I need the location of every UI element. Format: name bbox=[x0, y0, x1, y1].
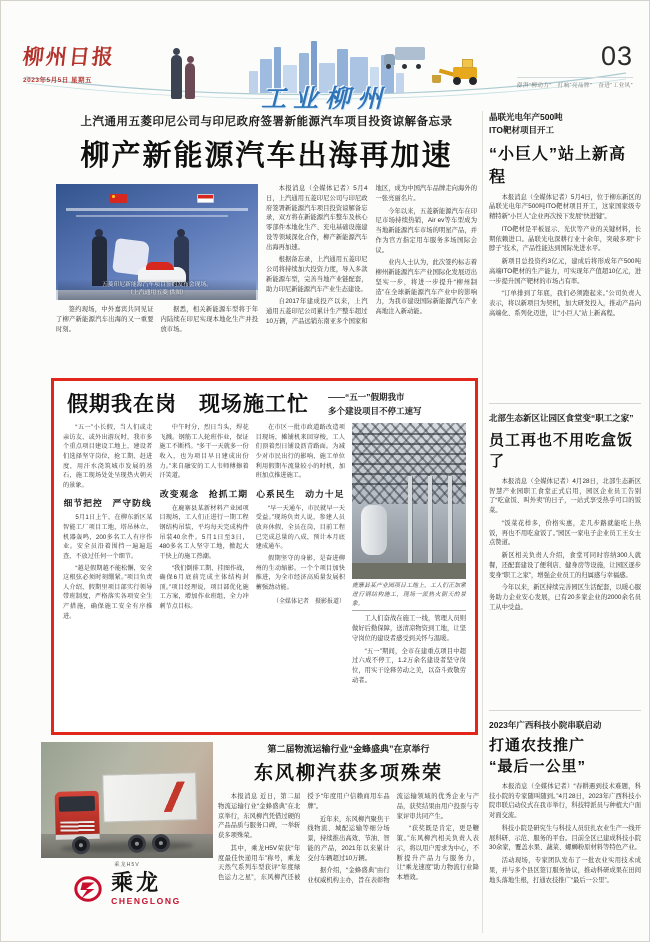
paragraph: “早一天通车，市民就早一天受益。”现场负责人说，参建人员放弃休假、全员在岗，目前工程已完成总量的八成，预计本月底建成通车。 bbox=[255, 504, 345, 551]
paragraph: 心系民生 动力十足 bbox=[256, 488, 345, 499]
red-truck bbox=[54, 770, 198, 846]
photo-caption: 五菱印尼新能源汽车项目签约发布会现场。 （上汽通用五菱 供图） bbox=[58, 279, 256, 300]
main-kicker: 上汽通用五菱印尼公司与印尼政府签署新能源汽车项目投资谅解备忘录 bbox=[80, 116, 453, 128]
truck-photo bbox=[41, 742, 213, 858]
paragraph: “五一”小长假，当人们或走亲访友、或外出游玩时，我市多个重点项目建设工地上，建设者们选择坚守岗位，抢工期、赶进度，用汗水浇筑城市发展的基石，施工现场处处呈现热火朝天的景象。 bbox=[63, 424, 153, 489]
paragraph: 自2017年建成投产以来，上汽通用五菱印尼公司累计生产整车超过10万辆，产品远销东南亚多个国家和地区，成为中国汽车品牌走向海外的一张亮丽名片。 bbox=[266, 185, 477, 325]
newspaper-title: 柳州日报 bbox=[21, 44, 117, 69]
headline: 员工再也不用吃盒饭了 bbox=[489, 431, 634, 470]
article-canteen bbox=[489, 412, 641, 702]
paragraph: “五一”期间，全市在建重点项目中超过六成不停工，1.2万余名建设者坚守岗位，用实干诠释劳动之美，以奋斗致敬劳动者。 bbox=[351, 647, 466, 684]
dragon-emblem-icon bbox=[73, 874, 103, 904]
indonesia-flag-icon bbox=[197, 194, 214, 203]
brand-name-cn: 乘龙 bbox=[111, 870, 162, 895]
paragraph: 据介绍，“金蜂盛典”由行业权威机构主办，旨在表彰物流运输领域的优秀企业与产品，获奖结果由用户投票与专家评审共同产生。 bbox=[307, 793, 479, 884]
truck-icon bbox=[383, 47, 425, 69]
headline: “小巨人”站上新高程 bbox=[489, 145, 627, 186]
section-banner-title: 工业柳州 bbox=[260, 85, 389, 113]
kicker: 第二届物流运输行业“金蜂盛典”在京举行 bbox=[267, 744, 430, 754]
paragraph: 活动现场，专家团队发布了一批农业实用技术成果，并与多个县区签订服务协议，推动科研成果在田间地头落地生根，打通农技推广“最后一公里”。 bbox=[489, 857, 641, 884]
storage-tank bbox=[361, 505, 387, 555]
paragraph: 根据备忘录，上汽通用五菱印尼公司将持续加大投资力度，导入多款新能源车型，完善当地产业链配套，助力印尼新能源汽车产业生态建设。 bbox=[266, 256, 368, 293]
feature-headline: 假期我在岗 现场施工忙 bbox=[67, 393, 309, 416]
feature-photo-caption: 鹿寨县某产业园项目工地上，工人们正加紧进行钢结构施工，现场一派热火朝天的景象。 bbox=[351, 583, 466, 607]
feature-column-4-text bbox=[352, 614, 466, 685]
headline: 东风柳汽获多项殊荣 bbox=[253, 763, 443, 784]
paragraph: 其中，乘龙H5V荣获“年度最佳快递用车”称号，乘龙天然气系列车型获评“年度绿色运力之星”，东风柳汽还被授予“年度用户信赖商用车品牌”。 bbox=[218, 793, 390, 881]
headline-line1: 打通农技推广 bbox=[489, 736, 586, 754]
signing-ceremony-photo bbox=[56, 184, 258, 300]
main-headline: 柳产新能源汽车出海再加速 bbox=[80, 140, 453, 172]
construction-site-photo bbox=[352, 423, 466, 579]
article-main bbox=[56, 113, 477, 362]
article-holiday-feature bbox=[51, 378, 478, 735]
article-divider bbox=[489, 710, 641, 711]
brand-logo bbox=[41, 872, 213, 906]
paragraph: 科技小院是研究生与科技人员驻扎农业生产一线开展科研、示范、服务的平台。目前全区已建成科技小院30余家，覆盖水果、蔬菜、螺蛳粉原材料等特色产业。 bbox=[489, 824, 641, 852]
feature-column-2 bbox=[159, 423, 248, 711]
paragraph: 新区相关负责人介绍，食堂可同时容纳300人就餐，还配套建设了便利店、健身房等设施，让园区逐步变身“职工之家”，增强企业员工的归属感与幸福感。 bbox=[489, 552, 641, 579]
kicker: 北部生态新区让园区食堂变“职工之家” bbox=[489, 413, 634, 423]
sidebar-column bbox=[489, 111, 641, 937]
paragraph: （全媒体记者 摄影报道） bbox=[272, 599, 345, 606]
publication-date: 2023年5月5日 星期五 bbox=[23, 77, 92, 84]
paragraph: 今年以来，五菱新能源汽车在印尼市场持续热销，Air ev等车型成为当地新能源汽车市场的明星产品，并作为官方指定用车服务多场国际会议。 bbox=[375, 207, 477, 254]
article-science-courtyard bbox=[489, 719, 641, 937]
main-body-right bbox=[266, 184, 477, 362]
paragraph: “获奖既是肯定，更是鞭策。”东风柳汽相关负责人表示，将以用户需求为中心，不断提升产品力与服务力，让“乘龙速度”助力物流行业降本增效。 bbox=[396, 825, 479, 881]
article-divider bbox=[489, 403, 641, 404]
paragraph: 在鹿寨县某新材料产业园项目现场，工人们正进行一期工程钢结构吊装，平均每天完成构件吊装40余件。5月1日至3日，480多名工人坚守工地，掀起大干快上的施工热潮。 bbox=[159, 504, 249, 560]
paragraph: 今年以来，新区持续完善园区生活配套，以暖心服务助力企业安心发展，已有20多家企业的2000余名员工从中受益。 bbox=[489, 584, 641, 611]
article-ito-project bbox=[489, 111, 641, 395]
china-flag-icon bbox=[110, 194, 127, 203]
feature-subtitle: ——“五一”假期我市 多个建设项目不停工速写 bbox=[328, 392, 422, 416]
paragraph: ITO靶材是平板显示、光伏等产业的关键材料，长期依赖进口。晶联光电深耕行业十余年，突破多项“卡脖子”技术，产品性能达到国际先进水平。 bbox=[489, 225, 641, 253]
masthead bbox=[23, 41, 173, 84]
paragraph: 签约现场，中外嘉宾共同见证了柳产新能源汽车出海的又一重要时刻。 bbox=[56, 306, 154, 333]
section-banner bbox=[169, 33, 481, 113]
brand-name-en: CHENGLONG bbox=[111, 896, 181, 906]
kicker: 晶联光电年产500吨 ITO靶材项目开工 bbox=[489, 112, 563, 135]
main-body-left bbox=[56, 305, 258, 359]
paragraph: 细节把控 严守防线 bbox=[63, 498, 152, 509]
chenglong-advertisement bbox=[41, 742, 213, 936]
paragraph: “我们倒排工期、挂图作战，确保6月底前完成主体结构封顶。”项目经理说，项目部优化施工方案，增加作业班组，全力冲刺节点目标。 bbox=[159, 564, 249, 610]
kicker: 2023年广西科技小院串联启动 bbox=[489, 720, 602, 730]
paragraph: 中午时分，烈日当头，焊花飞溅。钢筋工人轮班作业，保证施工不断档。“多干一天就多一份收入，也为项目早日建成出份力。”来自融安的工人韦师傅擦着汗笑道。 bbox=[159, 424, 249, 480]
feature-column-4 bbox=[352, 423, 466, 711]
paragraph: 工人们奋战在施工一线，管理人员则做好后勤保障，送清凉物资到工地，让坚守岗位的建设者感受到关怀与温暖。 bbox=[351, 615, 466, 642]
paragraph: 改变观念 抢抓工期 bbox=[159, 488, 249, 499]
paragraph: “订单排到了年底，我们必须跑起来。”公司负责人表示，将以新项目为契机，加大研发投入，推动产品向高端化、系列化迈进，让“小巨人”站上新高程。 bbox=[489, 290, 641, 317]
feature-column-1 bbox=[63, 423, 152, 711]
paragraph: 在市区一批市政道路改造项目现场，摊铺机来回穿梭，工人们顶着烈日铺设沥青路面。为减少对市民出行的影响，施工单位利用假期车流量较小的时机，加班加点推进施工。 bbox=[255, 424, 345, 480]
page-number: 03 bbox=[600, 41, 633, 71]
paragraph: 5月1日上午，在柳东新区某智能工厂项目工地，塔吊林立、机器轰鸣，200多名工人有序作业。安全员沿着围挡一遍遍巡查，不放过任何一个细节。 bbox=[63, 514, 153, 560]
paragraph: 本报消息（全媒体记者）4月28日，北部生态新区智慧产业园职工食堂正式启用，园区企业员工告别了“吃盒饭、叫外卖”的日子，一站式享受热乎可口的饭菜。 bbox=[489, 477, 641, 514]
paragraph: 本报消息 近日，第二届物流运输行业“金蜂盛典”在北京举行，东风柳汽凭借过硬的产品品质与服务口碑，一举斩获多项殊荣。 bbox=[218, 793, 301, 839]
edition-slogan: 澎湃“柳动力” 打响“亮品牌” 奋进“工业风” bbox=[517, 77, 633, 89]
feature-column-3 bbox=[256, 423, 345, 711]
paragraph: 据悉，相关新能源车型将于年内陆续在印尼实现本地化生产并投放市场。 bbox=[160, 306, 258, 333]
paragraph: 新项目总投资约3亿元，建成后将形成年产500吨高端ITO靶材的生产能力，可实现年产值超10亿元，进一步提升国产靶材的市场占有率。 bbox=[489, 258, 641, 285]
truck-model-caption: 乘龙H5V bbox=[114, 862, 140, 868]
paragraph: 近年来，东风柳汽聚焦干线物流、城配运输等细分场景，持续推出高效、节油、智能的产品，2021年以来累计交付车辆超过10万辆。 bbox=[307, 815, 390, 862]
paragraph: 假期坚守的身影，是奋进柳州的生动缩影。一个个项目加快推进，为全市经济高质量发展积蓄强劲动能。 bbox=[255, 554, 345, 591]
paragraph: 业内人士认为，此次签约标志着柳州新能源汽车产业国际化发展迈出坚实一步，将进一步提升“柳州制造”在全球新能源汽车产业中的影响力，为我市建设国际新能源汽车产业高地注入新动能。 bbox=[375, 259, 477, 315]
paragraph: “越是假期越不能松懈，安全这根弦必须时刻绷紧。”项目负责人介绍，假期里项目部实行领导带班制度，严格落实各项安全生产措施，确保施工安全有序推进。 bbox=[63, 564, 153, 620]
paragraph: 本报消息（全媒体记者）5月4日，上汽通用五菱印尼公司与印尼政府签署新能源汽车项目投资谅解备忘录，双方将在新能源汽车整车及核心零部件本地化生产、充电基础设施建设等领域深化合作，柳产新能源汽车出海再加速。 bbox=[266, 185, 368, 251]
article-awards bbox=[218, 742, 479, 940]
paragraph: 本报消息（全媒体记者）5月4日，位于柳东新区的晶联光电年产500吨ITO靶材项目开工，这家国家级专精特新“小巨人”企业再次按下发展“快进键”。 bbox=[489, 193, 641, 220]
headline-line2: “最后一公里” bbox=[489, 757, 587, 775]
column-divider bbox=[482, 111, 483, 933]
paragraph: 本报消息（全媒体记者）“春耕遇到技术难题，科技小院的专家随叫随到。”4月28日，2023年广西科技小院串联启动仪式在我市举行，科技特派员与种植大户面对面交流。 bbox=[489, 782, 641, 819]
page-number-block bbox=[473, 41, 633, 92]
paragraph: “饭菜花样多，价格实惠，走几步路就能吃上热饭，再也不用吃盒饭了。”园区一家电子企业员工王女士点赞道。 bbox=[489, 519, 641, 547]
